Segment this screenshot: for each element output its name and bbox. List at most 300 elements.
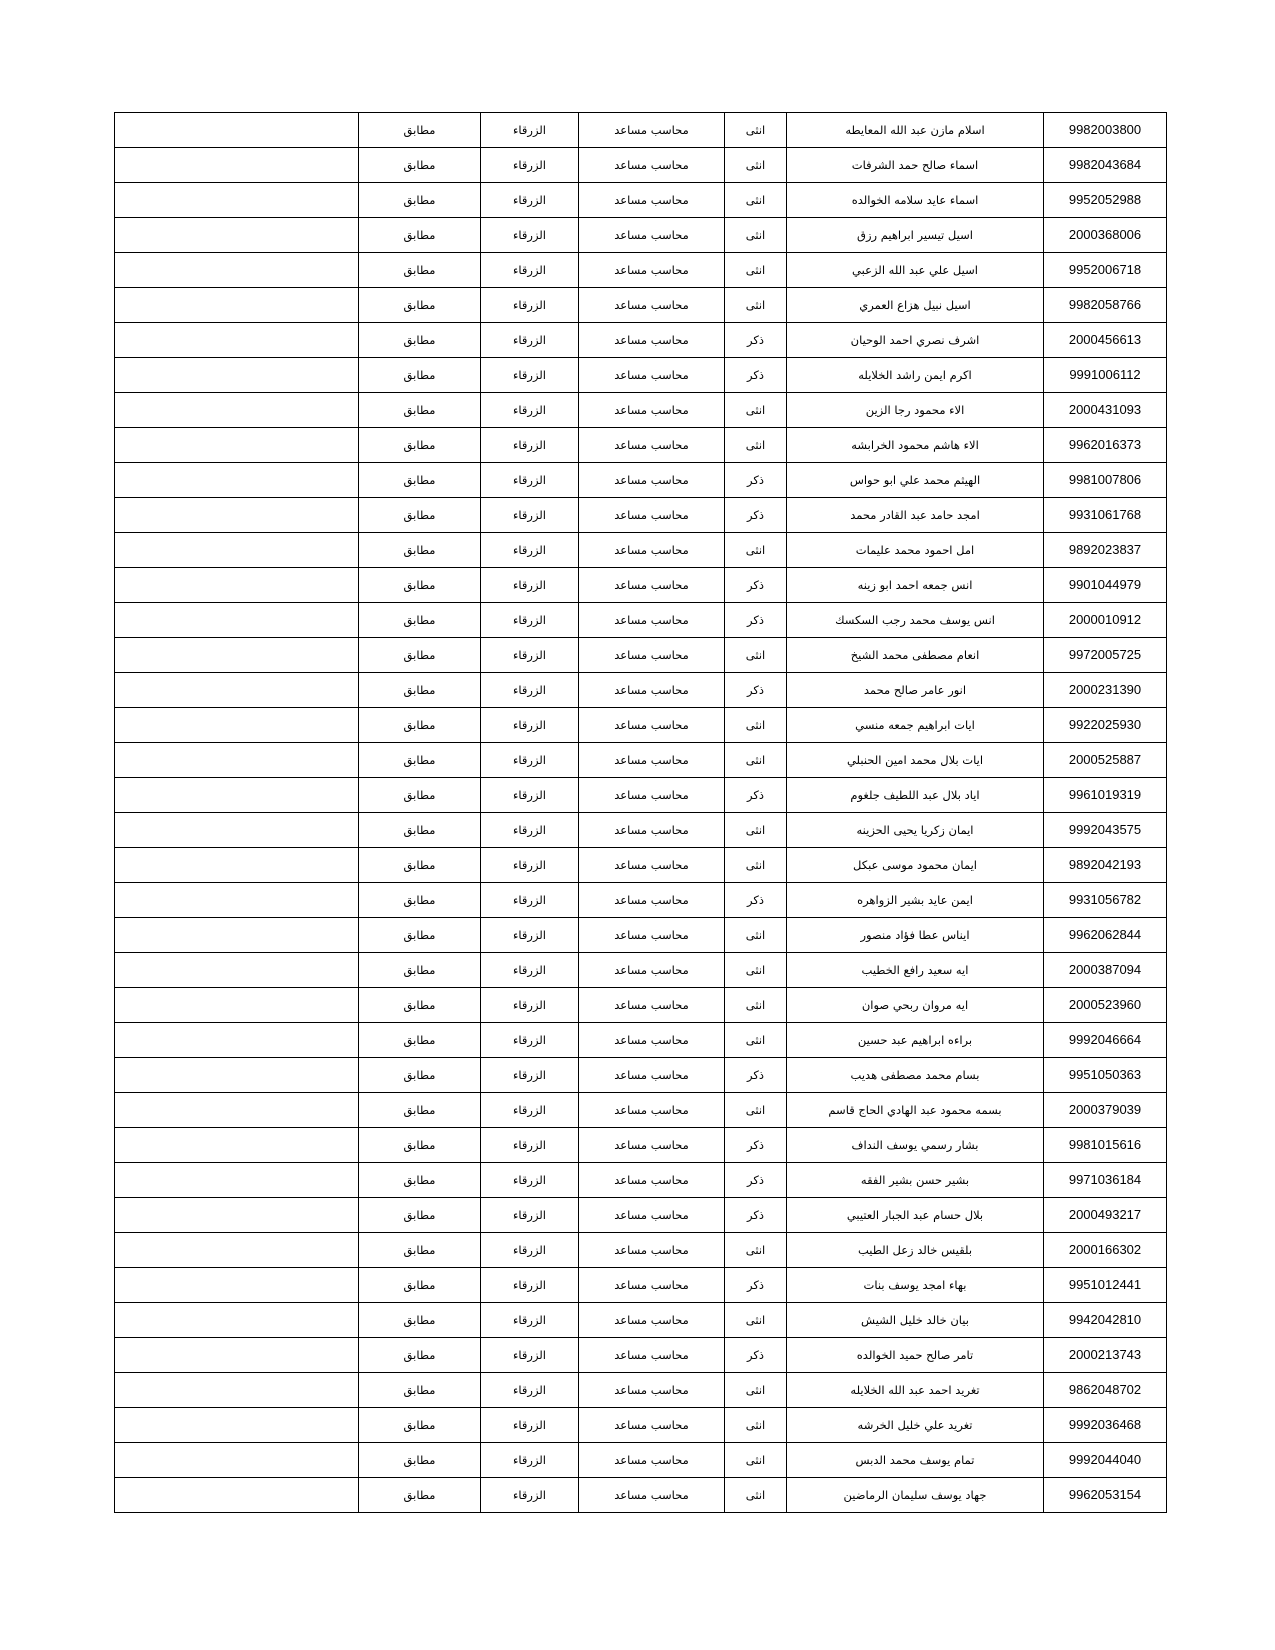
job-title-cell: محاسب مساعد (579, 673, 725, 708)
match-status-cell: مطابق (359, 1163, 481, 1198)
governorate-cell: الزرقاء (481, 218, 579, 253)
national-id-cell: 9862048702 (1044, 1373, 1167, 1408)
table-row (115, 253, 1167, 288)
governorate-cell: الزرقاء (481, 638, 579, 673)
governorate-cell: الزرقاء (481, 1443, 579, 1478)
notes-cell (115, 463, 359, 498)
notes-cell (115, 183, 359, 218)
governorate-cell: الزرقاء (481, 673, 579, 708)
national-id-cell: 2000493217 (1044, 1198, 1167, 1233)
governorate-cell: الزرقاء (481, 393, 579, 428)
full-name-cell: اسماء صالح حمد الشرفات (787, 148, 1044, 183)
gender-cell: انثى (725, 393, 787, 428)
gender-cell: انثى (725, 953, 787, 988)
governorate-cell: الزرقاء (481, 813, 579, 848)
full-name-cell: تمام يوسف محمد الدبس (787, 1443, 1044, 1478)
notes-cell (115, 988, 359, 1023)
gender-cell: ذكر (725, 883, 787, 918)
notes-cell (115, 918, 359, 953)
governorate-cell: الزرقاء (481, 1023, 579, 1058)
match-status-cell: مطابق (359, 323, 481, 358)
table-row (115, 638, 1167, 673)
national-id-cell: 9892042193 (1044, 848, 1167, 883)
national-id-cell: 9952006718 (1044, 253, 1167, 288)
table-row (115, 988, 1167, 1023)
notes-cell (115, 848, 359, 883)
notes-cell (115, 743, 359, 778)
full-name-cell: بلقيس خالد زعل الطيب (787, 1233, 1044, 1268)
table-row (115, 813, 1167, 848)
full-name-cell: امل احمود محمد عليمات (787, 533, 1044, 568)
gender-cell: ذكر (725, 568, 787, 603)
national-id-cell: 9992044040 (1044, 1443, 1167, 1478)
governorate-cell: الزرقاء (481, 883, 579, 918)
table-row (115, 358, 1167, 393)
full-name-cell: الهيثم محمد علي ابو حواس (787, 463, 1044, 498)
full-name-cell: تغريد احمد عبد الله الخلايله (787, 1373, 1044, 1408)
governorate-cell: الزرقاء (481, 1303, 579, 1338)
full-name-cell: اياد بلال عبد اللطيف جلغوم (787, 778, 1044, 813)
national-id-cell: 9942042810 (1044, 1303, 1167, 1338)
table-row (115, 498, 1167, 533)
gender-cell: ذكر (725, 1338, 787, 1373)
governorate-cell: الزرقاء (481, 918, 579, 953)
match-status-cell: مطابق (359, 1233, 481, 1268)
match-status-cell: مطابق (359, 428, 481, 463)
match-status-cell: مطابق (359, 393, 481, 428)
notes-cell (115, 358, 359, 393)
gender-cell: ذكر (725, 1128, 787, 1163)
full-name-cell: اسيل نبيل هزاع العمري (787, 288, 1044, 323)
notes-cell (115, 428, 359, 463)
governorate-cell: الزرقاء (481, 1268, 579, 1303)
match-status-cell: مطابق (359, 1408, 481, 1443)
job-title-cell: محاسب مساعد (579, 358, 725, 393)
match-status-cell: مطابق (359, 813, 481, 848)
table-row (115, 1303, 1167, 1338)
full-name-cell: ايات ابراهيم جمعه منسي (787, 708, 1044, 743)
governorate-cell: الزرقاء (481, 1093, 579, 1128)
table-row (115, 288, 1167, 323)
full-name-cell: ايناس عطا فؤاد منصور (787, 918, 1044, 953)
job-title-cell: محاسب مساعد (579, 463, 725, 498)
national-id-cell: 2000525887 (1044, 743, 1167, 778)
match-status-cell: مطابق (359, 358, 481, 393)
job-title-cell: محاسب مساعد (579, 1093, 725, 1128)
job-title-cell: محاسب مساعد (579, 638, 725, 673)
gender-cell: ذكر (725, 1058, 787, 1093)
full-name-cell: انس يوسف محمد رجب السكسك (787, 603, 1044, 638)
notes-cell (115, 1443, 359, 1478)
national-id-cell: 9931061768 (1044, 498, 1167, 533)
job-title-cell: محاسب مساعد (579, 1303, 725, 1338)
match-status-cell: مطابق (359, 463, 481, 498)
job-title-cell: محاسب مساعد (579, 953, 725, 988)
match-status-cell: مطابق (359, 778, 481, 813)
national-id-cell: 9892023837 (1044, 533, 1167, 568)
gender-cell: انثى (725, 1303, 787, 1338)
gender-cell: انثى (725, 638, 787, 673)
job-title-cell: محاسب مساعد (579, 1058, 725, 1093)
national-id-cell: 2000387094 (1044, 953, 1167, 988)
job-title-cell: محاسب مساعد (579, 288, 725, 323)
gender-cell: انثى (725, 148, 787, 183)
table-row (115, 1093, 1167, 1128)
job-title-cell: محاسب مساعد (579, 1373, 725, 1408)
governorate-cell: الزرقاء (481, 848, 579, 883)
gender-cell: ذكر (725, 323, 787, 358)
job-title-cell: محاسب مساعد (579, 1338, 725, 1373)
job-title-cell: محاسب مساعد (579, 603, 725, 638)
job-title-cell: محاسب مساعد (579, 253, 725, 288)
table-row (115, 1058, 1167, 1093)
full-name-cell: اسماء عايد سلامه الخوالده (787, 183, 1044, 218)
job-title-cell: محاسب مساعد (579, 148, 725, 183)
national-id-cell: 9962016373 (1044, 428, 1167, 463)
national-id-cell: 9961019319 (1044, 778, 1167, 813)
full-name-cell: بشار رسمي يوسف النداف (787, 1128, 1044, 1163)
table-body (115, 113, 1167, 1513)
match-status-cell: مطابق (359, 988, 481, 1023)
table-row (115, 883, 1167, 918)
full-name-cell: اسيل علي عبد الله الزعبي (787, 253, 1044, 288)
table-row (115, 1023, 1167, 1058)
match-status-cell: مطابق (359, 953, 481, 988)
governorate-cell: الزرقاء (481, 1338, 579, 1373)
full-name-cell: تغريد علي خليل الخرشه (787, 1408, 1044, 1443)
job-title-cell: محاسب مساعد (579, 813, 725, 848)
notes-cell (115, 148, 359, 183)
table-row (115, 393, 1167, 428)
notes-cell (115, 1163, 359, 1198)
notes-cell (115, 673, 359, 708)
match-status-cell: مطابق (359, 183, 481, 218)
table-row (115, 1198, 1167, 1233)
match-status-cell: مطابق (359, 218, 481, 253)
match-status-cell: مطابق (359, 1443, 481, 1478)
notes-cell (115, 708, 359, 743)
gender-cell: انثى (725, 1408, 787, 1443)
notes-cell (115, 1338, 359, 1373)
job-title-cell: محاسب مساعد (579, 1408, 725, 1443)
governorate-cell: الزرقاء (481, 323, 579, 358)
full-name-cell: ايه مروان ربحي صوان (787, 988, 1044, 1023)
governorate-cell: الزرقاء (481, 183, 579, 218)
job-title-cell: محاسب مساعد (579, 498, 725, 533)
governorate-cell: الزرقاء (481, 568, 579, 603)
match-status-cell: مطابق (359, 253, 481, 288)
governorate-cell: الزرقاء (481, 1233, 579, 1268)
match-status-cell: مطابق (359, 708, 481, 743)
table-row (115, 568, 1167, 603)
governorate-cell: الزرقاء (481, 953, 579, 988)
gender-cell: انثى (725, 708, 787, 743)
full-name-cell: ايمن عايد بشير الزواهره (787, 883, 1044, 918)
national-id-cell: 9992036468 (1044, 1408, 1167, 1443)
national-id-cell: 9992043575 (1044, 813, 1167, 848)
full-name-cell: اشرف نصري احمد الوحيان (787, 323, 1044, 358)
gender-cell: انثى (725, 1233, 787, 1268)
gender-cell: انثى (725, 183, 787, 218)
governorate-cell: الزرقاء (481, 743, 579, 778)
full-name-cell: بلال حسام عبد الجبار العتيبي (787, 1198, 1044, 1233)
table-row (115, 148, 1167, 183)
gender-cell: ذكر (725, 1163, 787, 1198)
notes-cell (115, 1268, 359, 1303)
full-name-cell: اسيل تيسير ابراهيم رزق (787, 218, 1044, 253)
table-row (115, 1268, 1167, 1303)
match-status-cell: مطابق (359, 1338, 481, 1373)
gender-cell: انثى (725, 988, 787, 1023)
governorate-cell: الزرقاء (481, 1128, 579, 1163)
gender-cell: انثى (725, 288, 787, 323)
notes-cell (115, 393, 359, 428)
governorate-cell: الزرقاء (481, 1373, 579, 1408)
governorate-cell: الزرقاء (481, 498, 579, 533)
national-id-cell: 2000368006 (1044, 218, 1167, 253)
gender-cell: انثى (725, 253, 787, 288)
notes-cell (115, 778, 359, 813)
job-title-cell: محاسب مساعد (579, 883, 725, 918)
job-title-cell: محاسب مساعد (579, 113, 725, 148)
notes-cell (115, 218, 359, 253)
governorate-cell: الزرقاء (481, 113, 579, 148)
notes-cell (115, 1408, 359, 1443)
notes-cell (115, 638, 359, 673)
governorate-cell: الزرقاء (481, 288, 579, 323)
full-name-cell: ايه سعيد رافع الخطيب (787, 953, 1044, 988)
job-title-cell: محاسب مساعد (579, 918, 725, 953)
notes-cell (115, 1233, 359, 1268)
job-title-cell: محاسب مساعد (579, 1268, 725, 1303)
notes-cell (115, 1093, 359, 1128)
full-name-cell: بشير حسن بشير الفقه (787, 1163, 1044, 1198)
full-name-cell: امجد حامد عبد القادر محمد (787, 498, 1044, 533)
full-name-cell: بيان خالد خليل الشيش (787, 1303, 1044, 1338)
match-status-cell: مطابق (359, 1093, 481, 1128)
table-row (115, 1443, 1167, 1478)
gender-cell: انثى (725, 743, 787, 778)
table-row (115, 533, 1167, 568)
table-row (115, 183, 1167, 218)
national-id-cell: 9992046664 (1044, 1023, 1167, 1058)
job-title-cell: محاسب مساعد (579, 533, 725, 568)
table-row (115, 743, 1167, 778)
notes-cell (115, 603, 359, 638)
full-name-cell: الاء محمود رجا الزين (787, 393, 1044, 428)
job-title-cell: محاسب مساعد (579, 1233, 725, 1268)
job-title-cell: محاسب مساعد (579, 218, 725, 253)
table-row (115, 428, 1167, 463)
job-title-cell: محاسب مساعد (579, 1443, 725, 1478)
national-id-cell: 9962062844 (1044, 918, 1167, 953)
notes-cell (115, 1303, 359, 1338)
governorate-cell: الزرقاء (481, 463, 579, 498)
national-id-cell: 2000213743 (1044, 1338, 1167, 1373)
gender-cell: انثى (725, 428, 787, 463)
national-id-cell: 2000010912 (1044, 603, 1167, 638)
notes-cell (115, 253, 359, 288)
national-id-cell: 9931056782 (1044, 883, 1167, 918)
gender-cell: انثى (725, 1478, 787, 1513)
gender-cell: ذكر (725, 1198, 787, 1233)
job-title-cell: محاسب مساعد (579, 848, 725, 883)
full-name-cell: انس جمعه احمد ابو زينه (787, 568, 1044, 603)
full-name-cell: جهاد يوسف سليمان الرماضين (787, 1478, 1044, 1513)
national-id-cell: 9981007806 (1044, 463, 1167, 498)
job-title-cell: محاسب مساعد (579, 1198, 725, 1233)
match-status-cell: مطابق (359, 1023, 481, 1058)
table-row (115, 673, 1167, 708)
full-name-cell: ايمان محمود موسى عبكل (787, 848, 1044, 883)
match-status-cell: مطابق (359, 1303, 481, 1338)
job-title-cell: محاسب مساعد (579, 708, 725, 743)
job-title-cell: محاسب مساعد (579, 568, 725, 603)
governorate-cell: الزرقاء (481, 988, 579, 1023)
notes-cell (115, 533, 359, 568)
match-status-cell: مطابق (359, 113, 481, 148)
notes-cell (115, 288, 359, 323)
notes-cell (115, 813, 359, 848)
governorate-cell: الزرقاء (481, 603, 579, 638)
match-status-cell: مطابق (359, 848, 481, 883)
table-row (115, 1478, 1167, 1513)
full-name-cell: بسمه محمود عبد الهادي الحاج قاسم (787, 1093, 1044, 1128)
full-name-cell: تامر صالح حميد الخوالده (787, 1338, 1044, 1373)
national-id-cell: 9951012441 (1044, 1268, 1167, 1303)
table-row (115, 708, 1167, 743)
job-title-cell: محاسب مساعد (579, 428, 725, 463)
governorate-cell: الزرقاء (481, 533, 579, 568)
governorate-cell: الزرقاء (481, 708, 579, 743)
table-row (115, 113, 1167, 148)
match-status-cell: مطابق (359, 1128, 481, 1163)
applicants-table (114, 112, 1167, 1513)
job-title-cell: محاسب مساعد (579, 1163, 725, 1198)
table-row (115, 778, 1167, 813)
national-id-cell: 9972005725 (1044, 638, 1167, 673)
match-status-cell: مطابق (359, 568, 481, 603)
full-name-cell: الاء هاشم محمود الخرابشه (787, 428, 1044, 463)
match-status-cell: مطابق (359, 1268, 481, 1303)
governorate-cell: الزرقاء (481, 358, 579, 393)
job-title-cell: محاسب مساعد (579, 778, 725, 813)
match-status-cell: مطابق (359, 638, 481, 673)
national-id-cell: 9981015616 (1044, 1128, 1167, 1163)
notes-cell (115, 568, 359, 603)
notes-cell (115, 113, 359, 148)
full-name-cell: براءه ابراهيم عبد حسين (787, 1023, 1044, 1058)
full-name-cell: اكرم ايمن راشد الخلايله (787, 358, 1044, 393)
match-status-cell: مطابق (359, 603, 481, 638)
notes-cell (115, 953, 359, 988)
match-status-cell: مطابق (359, 498, 481, 533)
national-id-cell: 9982043684 (1044, 148, 1167, 183)
governorate-cell: الزرقاء (481, 148, 579, 183)
gender-cell: انثى (725, 113, 787, 148)
job-title-cell: محاسب مساعد (579, 743, 725, 778)
match-status-cell: مطابق (359, 1478, 481, 1513)
notes-cell (115, 1373, 359, 1408)
full-name-cell: انور عامر صالح محمد (787, 673, 1044, 708)
governorate-cell: الزرقاء (481, 1058, 579, 1093)
gender-cell: انثى (725, 1373, 787, 1408)
gender-cell: انثى (725, 918, 787, 953)
table-row (115, 463, 1167, 498)
national-id-cell: 9952052988 (1044, 183, 1167, 218)
governorate-cell: الزرقاء (481, 1408, 579, 1443)
match-status-cell: مطابق (359, 288, 481, 323)
national-id-cell: 9971036184 (1044, 1163, 1167, 1198)
notes-cell (115, 498, 359, 533)
gender-cell: ذكر (725, 603, 787, 638)
table-row (115, 1233, 1167, 1268)
governorate-cell: الزرقاء (481, 1478, 579, 1513)
notes-cell (115, 883, 359, 918)
notes-cell (115, 1198, 359, 1233)
full-name-cell: بسام محمد مصطفى هديب (787, 1058, 1044, 1093)
table-row (115, 603, 1167, 638)
gender-cell: ذكر (725, 358, 787, 393)
national-id-cell: 9982058766 (1044, 288, 1167, 323)
job-title-cell: محاسب مساعد (579, 393, 725, 428)
gender-cell: انثى (725, 218, 787, 253)
national-id-cell: 9901044979 (1044, 568, 1167, 603)
national-id-cell: 9962053154 (1044, 1478, 1167, 1513)
full-name-cell: اسلام مازن عبد الله المعايطه (787, 113, 1044, 148)
national-id-cell: 2000523960 (1044, 988, 1167, 1023)
notes-cell (115, 1058, 359, 1093)
gender-cell: انثى (725, 848, 787, 883)
job-title-cell: محاسب مساعد (579, 183, 725, 218)
table-row (115, 1373, 1167, 1408)
job-title-cell: محاسب مساعد (579, 1023, 725, 1058)
table-row (115, 323, 1167, 358)
job-title-cell: محاسب مساعد (579, 323, 725, 358)
match-status-cell: مطابق (359, 743, 481, 778)
job-title-cell: محاسب مساعد (579, 1128, 725, 1163)
match-status-cell: مطابق (359, 918, 481, 953)
notes-cell (115, 1023, 359, 1058)
full-name-cell: ايات بلال محمد امين الحنبلي (787, 743, 1044, 778)
national-id-cell: 9982003800 (1044, 113, 1167, 148)
governorate-cell: الزرقاء (481, 1163, 579, 1198)
gender-cell: انثى (725, 1093, 787, 1128)
gender-cell: ذكر (725, 498, 787, 533)
national-id-cell: 9922025930 (1044, 708, 1167, 743)
gender-cell: ذكر (725, 673, 787, 708)
national-id-cell: 2000431093 (1044, 393, 1167, 428)
table-row (115, 848, 1167, 883)
national-id-cell: 9951050363 (1044, 1058, 1167, 1093)
national-id-cell: 2000456613 (1044, 323, 1167, 358)
table-row (115, 1128, 1167, 1163)
gender-cell: انثى (725, 1023, 787, 1058)
table-row (115, 1163, 1167, 1198)
gender-cell: انثى (725, 813, 787, 848)
table-row (115, 918, 1167, 953)
full-name-cell: ايمان زكريا يحيى الحزينه (787, 813, 1044, 848)
job-title-cell: محاسب مساعد (579, 988, 725, 1023)
match-status-cell: مطابق (359, 673, 481, 708)
match-status-cell: مطابق (359, 533, 481, 568)
national-id-cell: 9991006112 (1044, 358, 1167, 393)
notes-cell (115, 323, 359, 358)
gender-cell: ذكر (725, 1268, 787, 1303)
national-id-cell: 2000379039 (1044, 1093, 1167, 1128)
table-row (115, 953, 1167, 988)
governorate-cell: الزرقاء (481, 428, 579, 463)
